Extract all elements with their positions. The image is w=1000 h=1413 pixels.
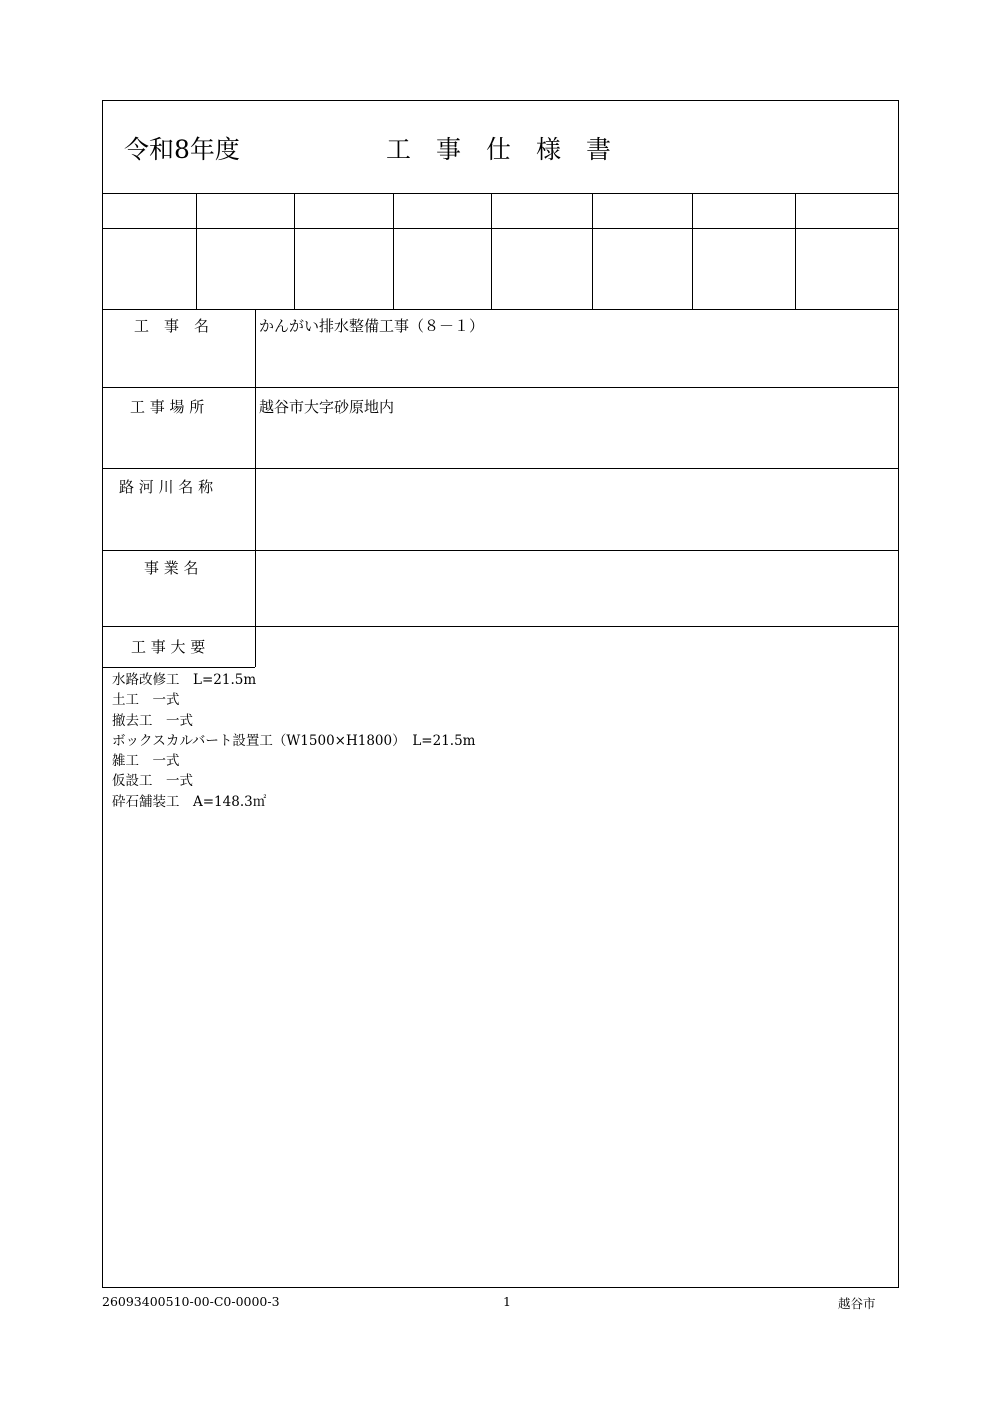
field-row-divider — [102, 550, 899, 551]
document-title: 工 事 仕 様 書 — [386, 135, 612, 164]
grid-col-divider — [795, 193, 796, 309]
grid-col-divider — [294, 193, 295, 309]
summary-line: 雑工 一式 — [112, 753, 180, 770]
construction-location-value: 越谷市大字砂原地内 — [259, 398, 395, 416]
grid-col-divider — [393, 193, 394, 309]
grid-col-divider — [491, 193, 492, 309]
summary-line: 土工 一式 — [112, 692, 180, 709]
construction-name-value: かんがい排水整備工事（８－１） — [259, 317, 485, 335]
summary-line: 仮設工 一式 — [112, 773, 193, 790]
page-number: 1 — [503, 1294, 511, 1309]
summary-line: ボックスカルバート設置工（W1500×H1800） L=21.5m — [112, 732, 476, 749]
project-name-label: 事 業 名 — [144, 559, 199, 577]
document-number: 26093400510-00-C0-0000-3 — [102, 1294, 280, 1309]
field-row-divider — [102, 626, 899, 627]
field-label-divider — [255, 309, 256, 667]
city-name: 越谷市 — [838, 1296, 876, 1311]
construction-summary-label: 工 事 大 要 — [131, 638, 206, 656]
summary-label-bottom — [102, 667, 255, 668]
grid-col-divider — [196, 193, 197, 309]
grid-col-divider — [692, 193, 693, 309]
field-row-divider — [102, 387, 899, 388]
field-row-divider — [102, 468, 899, 469]
grid-col-divider — [592, 193, 593, 309]
construction-name-label: 工 事 名 — [134, 317, 210, 335]
grid-line-bottom — [102, 309, 899, 310]
construction-summary — [112, 670, 475, 812]
summary-line: 砕石舗装工 A=148.3㎡ — [112, 793, 267, 810]
grid-line-top — [102, 193, 899, 194]
summary-line: 撤去工 一式 — [112, 712, 193, 729]
summary-line: 水路改修工 L=21.5m — [112, 672, 257, 688]
construction-location-label: 工 事 場 所 — [130, 398, 205, 416]
grid-line-mid — [102, 228, 899, 229]
fiscal-year: 令和8年度 — [124, 135, 240, 164]
road-river-name-label: 路 河 川 名 称 — [119, 478, 214, 496]
